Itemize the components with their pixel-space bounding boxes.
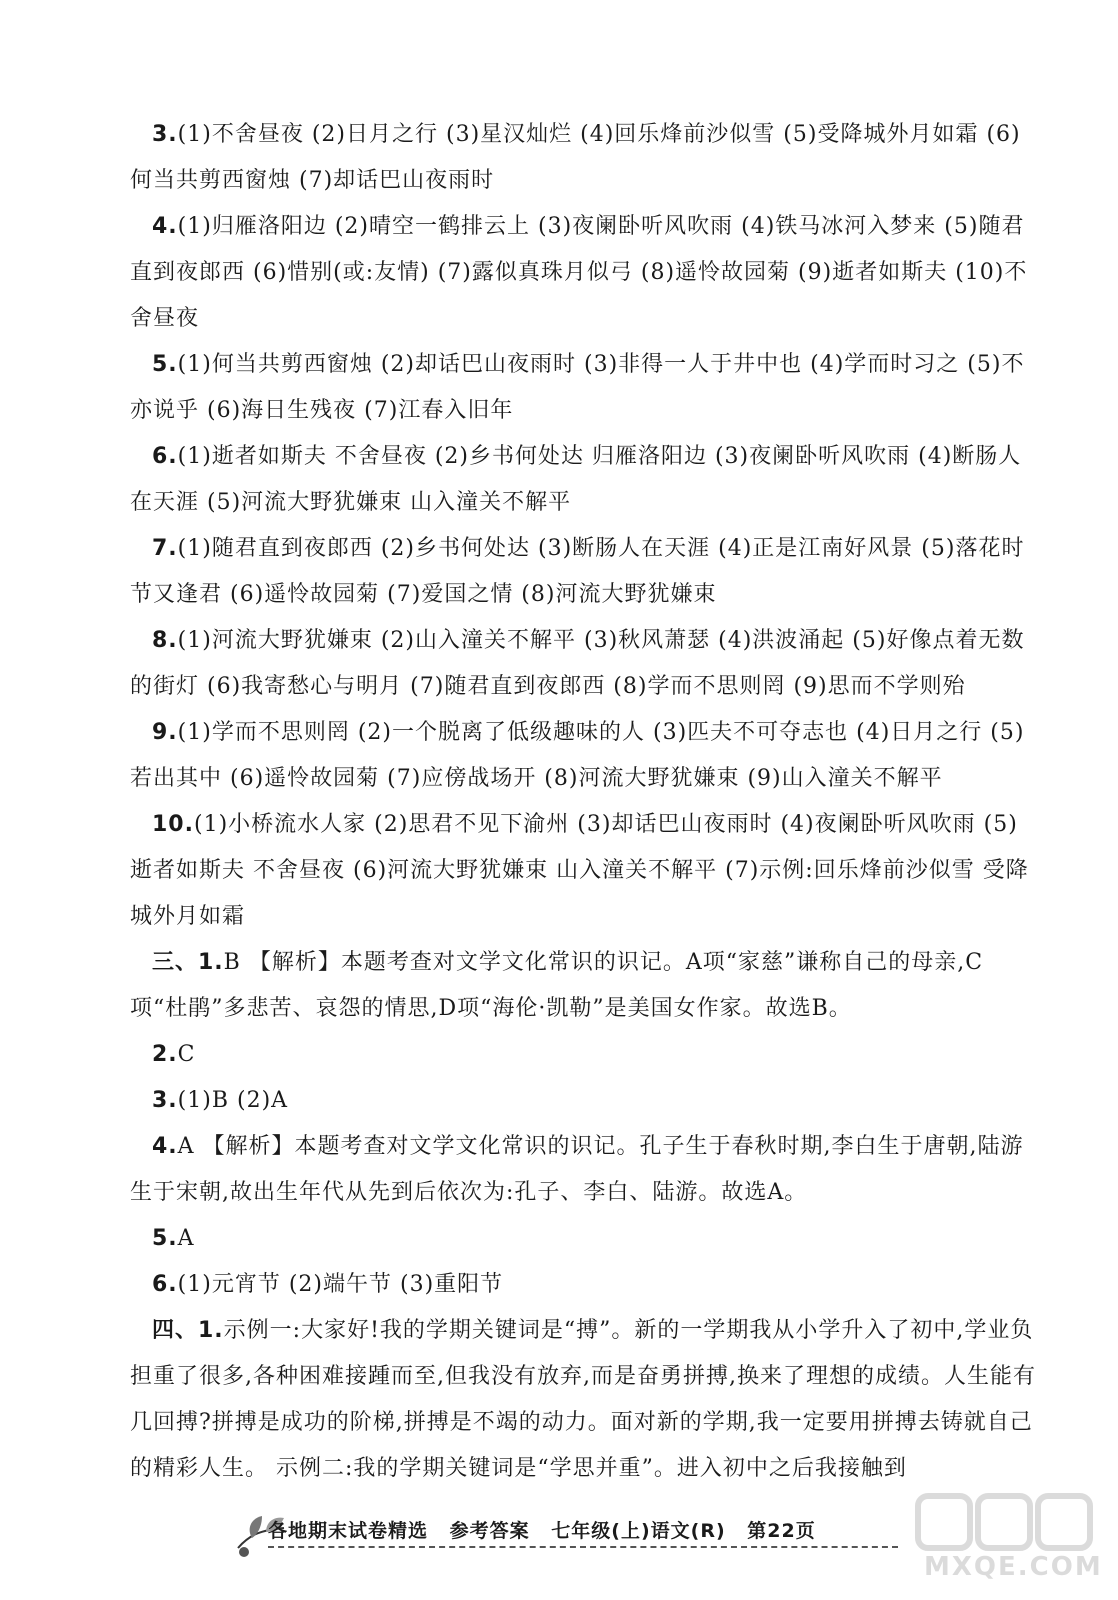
answer-number: 4. xyxy=(152,214,178,239)
answer-number: 9. xyxy=(152,720,178,745)
answer-number: 3. xyxy=(152,122,178,147)
answer-number: 10. xyxy=(152,812,194,837)
answer-number: 2. xyxy=(152,1042,178,1067)
answer-item xyxy=(130,1262,1040,1308)
footer-grade-subject: 七年级(上)语文(R) xyxy=(551,1520,726,1542)
answer-item xyxy=(130,204,1040,342)
answer-item xyxy=(130,434,1040,526)
answer-text: (1)随君直到夜郎西 (2)乡书何处达 (3)断肠人在天涯 (4)正是江南好风景 (5)落花时节又逢君 (6)遥怜故园菊 (7)爱国之情 (8)河流大野犹嫌束 xyxy=(130,536,1025,607)
answer-number: 5. xyxy=(152,1226,178,1251)
answer-number: 三、1. xyxy=(152,950,224,975)
answer-item xyxy=(130,940,1040,1032)
answer-text: (1)不舍昼夜 (2)日月之行 (3)星汉灿烂 (4)回乐烽前沙似雪 (5)受降城外月如霜 (6)何当共剪西窗烛 (7)却话巴山夜雨时 xyxy=(130,122,1021,193)
answer-number: 6. xyxy=(152,1272,178,1297)
answer-number: 7. xyxy=(152,536,178,561)
answer-text: A 【解析】本题考查对文学文化常识的识记。孔子生于春秋时期,李白生于唐朝,陆游生于宋朝,故出生年代从先到后依次为:孔子、李白、陆游。故选A。 xyxy=(130,1134,1024,1205)
answer-text: (1)B (2)A xyxy=(177,1088,289,1113)
answer-item xyxy=(130,618,1040,710)
watermark-logo xyxy=(910,1490,1103,1595)
answer-item xyxy=(130,1032,1040,1078)
answer-text: (1)归雁洛阳边 (2)晴空一鹤排云上 (3)夜阑卧听风吹雨 (4)铁马冰河入梦来 (5)随君直到夜郎西 (6)惜别(或:友情) (7)露似真珠月似弓 (8)遥怜故园菊 (9)逝者如斯夫 (10)不舍昼夜 xyxy=(130,214,1028,331)
answer-text: 示例一:大家好!我的学期关键词是“搏”。新的一学期我从小学升入了初中,学业负担重了很多,各种困难接踵而至,但我没有放弃,而是奋勇拼搏,换来了理想的成绩。人生能有几回搏?拼搏是成功的阶梯,拼搏是不竭的动力。面对新的学期,我一定要用拼搏去铸就自己的精彩人生。 示例二:我的学期关键词是“学思并重”。进入初中之后我接触到 xyxy=(130,1318,1036,1481)
footer-series: 各地期末试卷精选 xyxy=(268,1520,429,1542)
answer-text: (1)元宵节 (2)端午节 (3)重阳节 xyxy=(177,1272,504,1297)
answer-number: 四、1. xyxy=(152,1318,224,1343)
answer-item xyxy=(130,1308,1040,1492)
answer-text: (1)小桥流水人家 (2)思君不见下渝州 (3)却话巴山夜雨时 (4)夜阑卧听风吹雨 (5)逝者如斯夫 不舍昼夜 (6)河流大野犹嫌束 山入潼关不解平 (7)示例:回乐烽前沙似雪 受降城外月如霜 xyxy=(130,812,1029,929)
answer-list xyxy=(130,112,1040,1492)
footer-divider xyxy=(268,1546,898,1548)
answer-text: A xyxy=(177,1226,195,1251)
answer-text: (1)学而不思则罔 (2)一个脱离了低级趣味的人 (3)匹夫不可夺志也 (4)日月之行 (5)若出其中 (6)遥怜故园菊 (7)应傍战场开 (8)河流大野犹嫌束 (9)山入潼关不解平 xyxy=(130,720,1025,791)
answer-number: 8. xyxy=(152,628,178,653)
answer-item xyxy=(130,112,1040,204)
answer-text: (1)何当共剪西窗烛 (2)却话巴山夜雨时 (3)非得一人于井中也 (4)学而时习之 (5)不亦说乎 (6)海日生残夜 (7)江春入旧年 xyxy=(130,352,1025,423)
answer-item xyxy=(130,710,1040,802)
answer-item xyxy=(130,1078,1040,1124)
answer-number: 3. xyxy=(152,1088,178,1113)
footer-page-number: 第22页 xyxy=(747,1520,816,1542)
answer-item xyxy=(130,526,1040,618)
answer-text: (1)河流大野犹嫌束 (2)山入潼关不解平 (3)秋风萧瑟 (4)洪波涌起 (5)好像点着无数的街灯 (6)我寄愁心与明月 (7)随君直到夜郎西 (8)学而不思则罔 (9)思而不学则殆 xyxy=(130,628,1025,699)
answer-text: C xyxy=(177,1042,196,1067)
answer-number: 5. xyxy=(152,352,178,377)
watermark-mark-icon xyxy=(910,1490,1100,1560)
footer-section: 参考答案 xyxy=(449,1520,530,1542)
answer-item xyxy=(130,342,1040,434)
answer-text: (1)逝者如斯夫 不舍昼夜 (2)乡书何处达 归雁洛阳边 (3)夜阑卧听风吹雨 (4)断肠人在天涯 (5)河流大野犹嫌束 山入潼关不解平 xyxy=(130,444,1022,515)
answer-item xyxy=(130,1216,1040,1262)
page-footer xyxy=(268,1516,830,1543)
answer-number: 4. xyxy=(152,1134,178,1159)
answer-text: B 【解析】本题考查对文学文化常识的识记。A项“家慈”谦称自己的母亲,C项“杜鹃”多悲苦、哀怨的情思,D项“海伦·凯勒”是美国女作家。故选B。 xyxy=(130,950,984,1021)
answer-item xyxy=(130,802,1040,940)
answer-number: 6. xyxy=(152,444,178,469)
answer-item xyxy=(130,1124,1040,1216)
watermark-text: MXQE.COM xyxy=(924,1552,1103,1582)
